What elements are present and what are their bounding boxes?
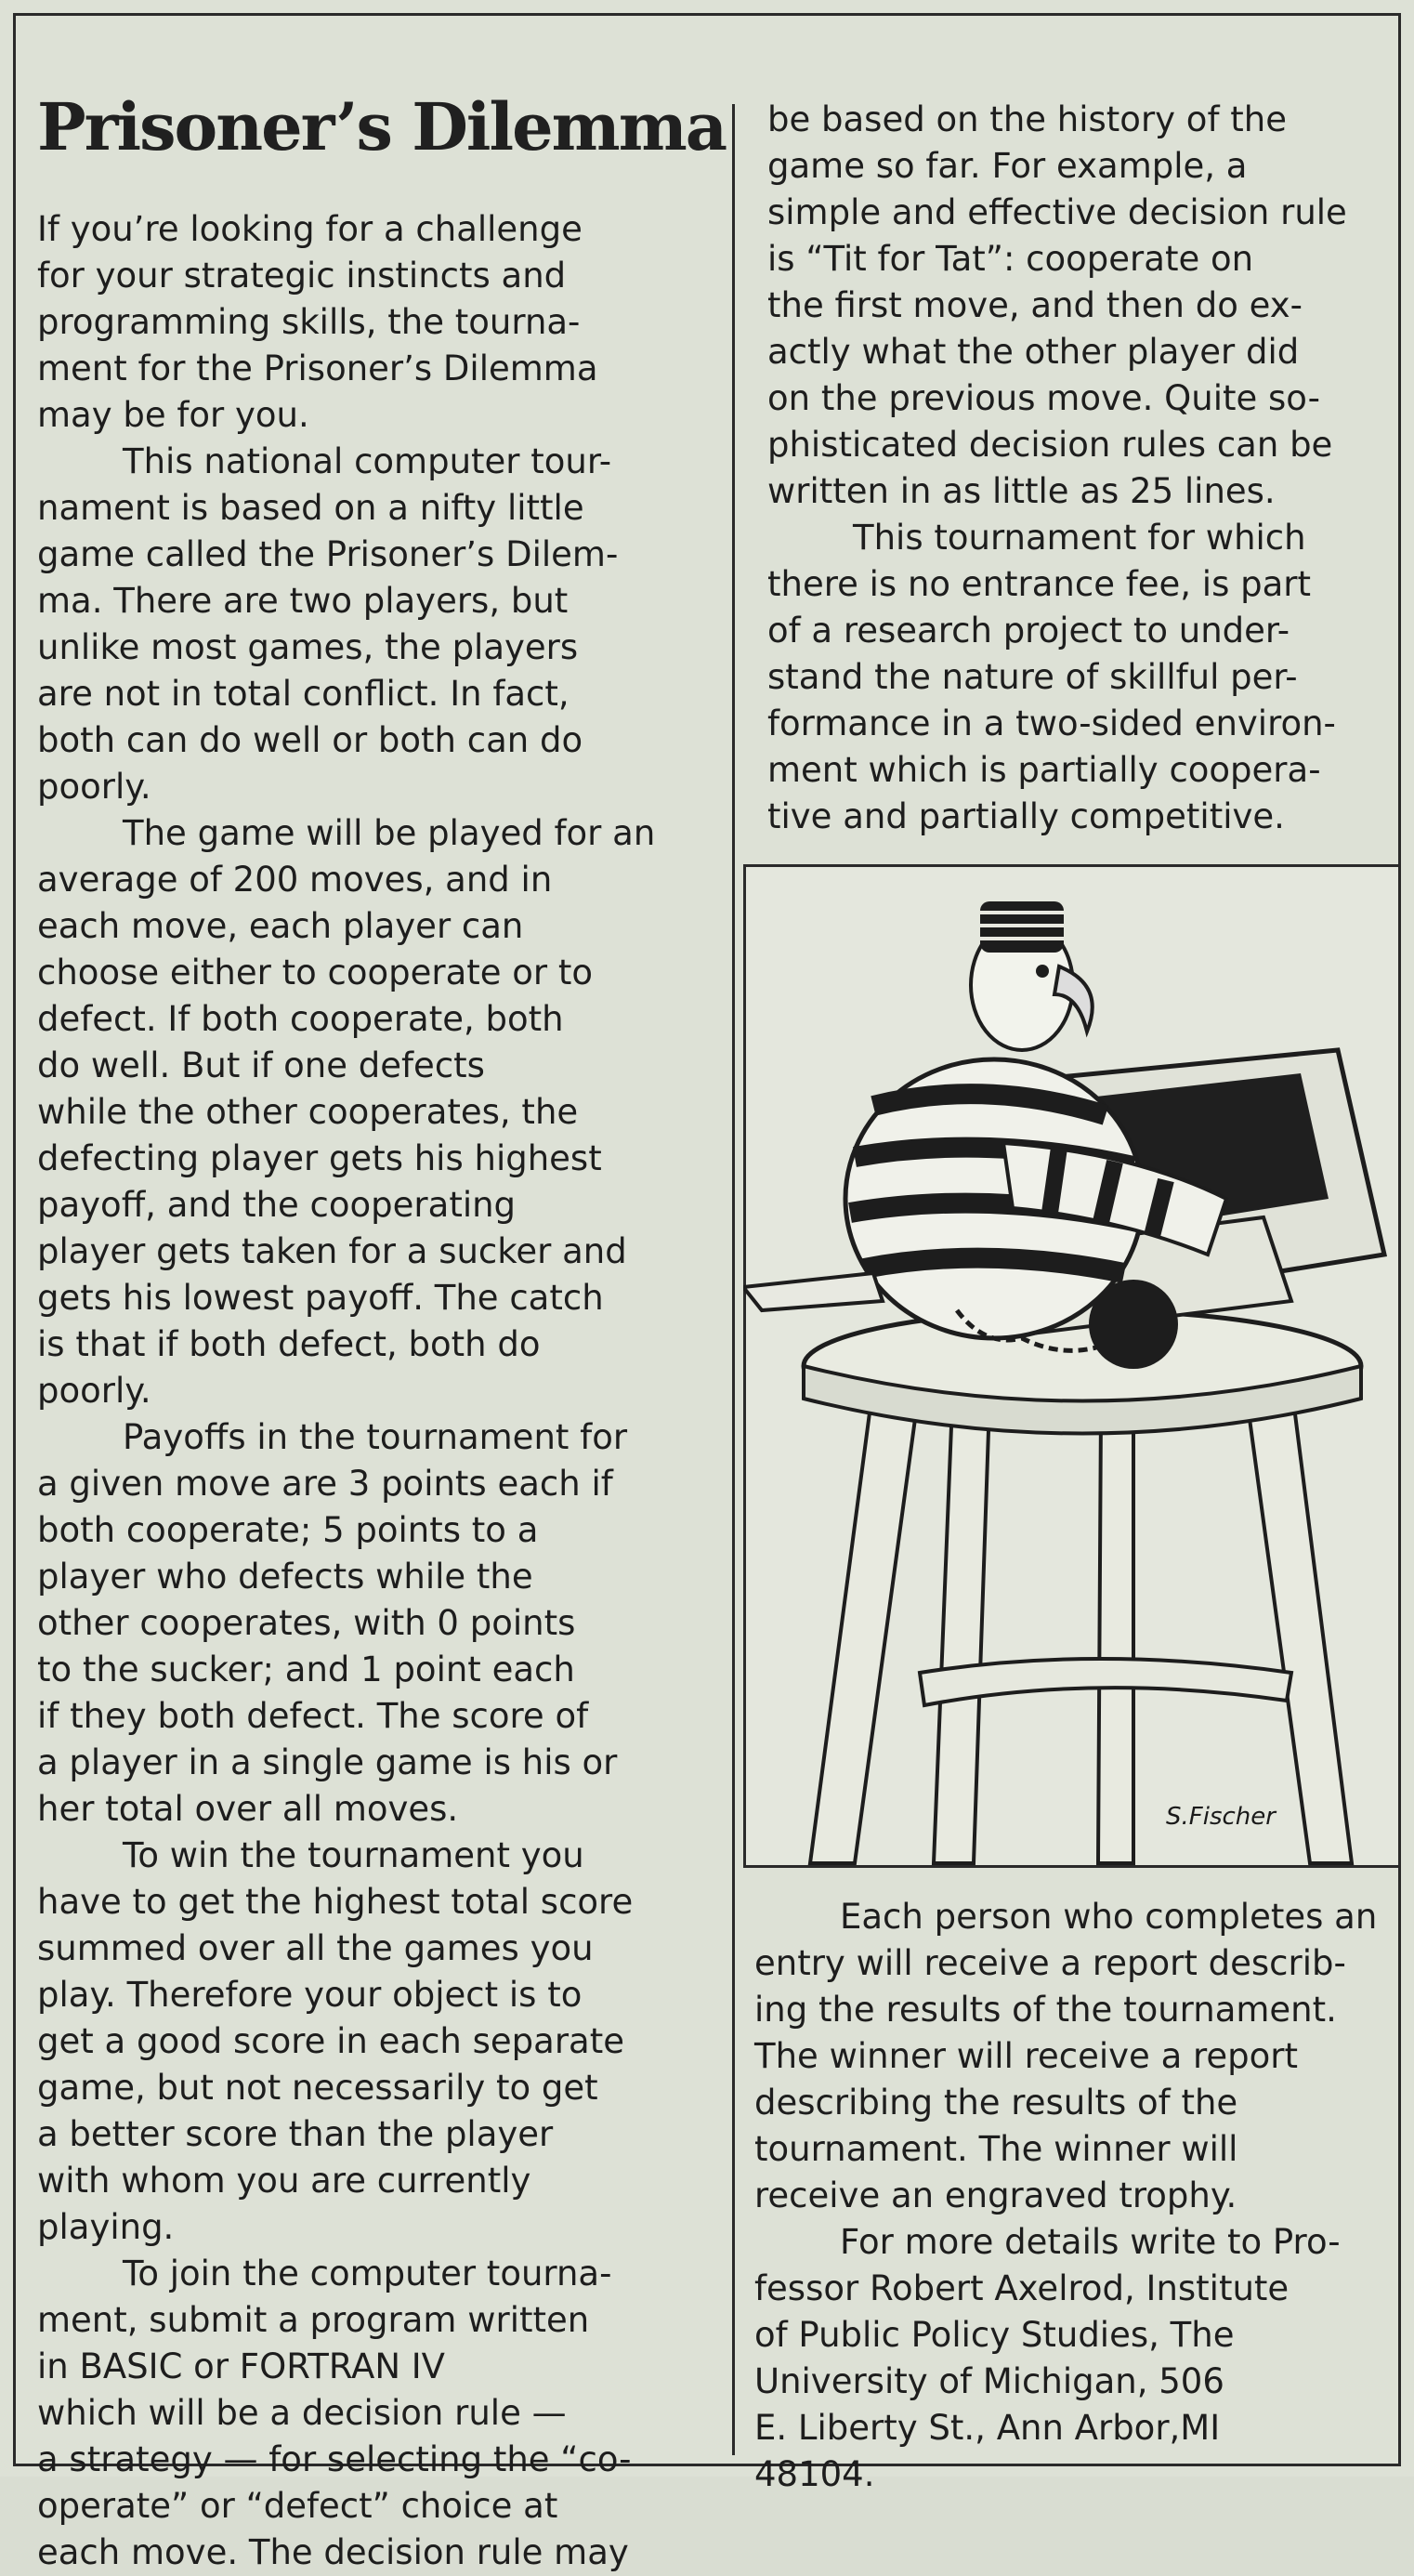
text-line: defecting player gets his highest (37, 1138, 602, 1178)
text-line: The game will be played for an (123, 813, 656, 853)
text-line: of a research project to under- (767, 611, 1290, 651)
text-line: defect. If both cooperate, both (37, 999, 564, 1039)
text-line: To win the tournament you (123, 1835, 584, 1875)
text-line: game called the Prisoner’s Dilem- (37, 534, 619, 574)
text-line: for your strategic instincts and (37, 256, 567, 296)
text-line: be based on the history of the (767, 99, 1287, 139)
paragraph (37, 439, 706, 810)
paragraph (754, 1894, 1382, 2219)
text-line: in BASIC or FORTRAN IV (37, 2346, 445, 2386)
text-line: other cooperates, with 0 points (37, 1603, 576, 1643)
text-line: operate” or “defect” choice at (37, 2486, 558, 2526)
text-line: each move. The decision rule may (37, 2532, 629, 2572)
text-line: phisticated decision rules can be (767, 425, 1333, 465)
text-line: If you’re looking for a challenge (37, 209, 583, 249)
text-line: gets his lowest payoff. The catch (37, 1278, 604, 1318)
text-line: on the previous move. Quite so- (767, 378, 1320, 418)
stool-leg-back (934, 1403, 989, 1863)
text-line: if they both defect. The score of (37, 1696, 589, 1736)
right-column-bottom (754, 1894, 1382, 2498)
text-line: 48104. (754, 2454, 875, 2494)
text-line: is that if both defect, both do (37, 1324, 541, 1364)
text-line: both can do well or both can do (37, 720, 583, 760)
paragraph (37, 810, 706, 1414)
text-line: average of 200 moves, and in (37, 860, 553, 900)
text-line: Payoffs in the tournament for (123, 1417, 628, 1457)
text-line: have to get the highest total score (37, 1882, 634, 1922)
text-line: poorly. (37, 1371, 151, 1411)
text-line: each move, each player can (37, 906, 524, 946)
text-line: payoff, and the cooperating (37, 1185, 517, 1225)
text-line: is “Tit for Tat”: cooperate on (767, 239, 1254, 279)
text-line: E. Liberty St., Ann Arbor,MI (754, 2408, 1221, 2448)
stool-leg-right (1245, 1385, 1352, 1863)
text-line: player gets taken for a sucker and (37, 1231, 627, 1271)
text-line: describing the results of the (754, 2083, 1238, 2123)
text-line: choose either to cooperate or to (37, 953, 594, 992)
text-line: ment which is partially coopera- (767, 750, 1321, 790)
text-line: The winner will receive a report (754, 2036, 1299, 2076)
text-line: game so far. For example, a (767, 146, 1248, 186)
text-line: are not in total conflict. In fact, (37, 674, 570, 714)
text-line: poorly. (37, 767, 151, 807)
text-line: her total over all moves. (37, 1789, 459, 1829)
text-line: fessor Robert Axelrod, Institute (754, 2268, 1290, 2308)
paragraph (767, 97, 1395, 515)
illustration-drawing (743, 864, 1401, 1868)
text-line: while the other cooperates, the (37, 1092, 579, 1132)
text-line: unlike most games, the players (37, 627, 579, 667)
text-line: get a good score in each separate (37, 2021, 624, 2061)
text-line: ing the results of the tournament. (754, 1990, 1337, 2030)
text-line: programming skills, the tourna- (37, 302, 581, 342)
text-line: there is no entrance fee, is part (767, 564, 1312, 604)
text-line: a given move are 3 points each if (37, 1464, 613, 1504)
text-line: with whom you are currently (37, 2161, 531, 2201)
paragraph (37, 2251, 706, 2576)
iron-ball (1089, 1280, 1178, 1369)
text-line: This national computer tour- (123, 441, 612, 481)
text-line: nament is based on a nifty little (37, 488, 584, 528)
artist-signature: S.Fischer (1166, 1803, 1276, 1831)
stool-leg-left (810, 1385, 920, 1863)
text-line: the first move, and then do ex- (767, 285, 1303, 325)
text-line: entry will receive a report describ- (754, 1943, 1346, 1983)
text-line: Each person who completes an (840, 1897, 1378, 1937)
text-line: formance in a two-sided environ- (767, 703, 1336, 743)
stool-leg-middle (1098, 1413, 1133, 1863)
paragraph (37, 1833, 706, 2251)
right-column-top (767, 97, 1395, 840)
text-line: playing. (37, 2207, 175, 2247)
paragraph (767, 515, 1395, 840)
text-line: summed over all the games you (37, 1928, 594, 1968)
text-line: stand the nature of skillful per- (767, 657, 1298, 697)
paragraph (37, 1414, 706, 1833)
text-line: may be for you. (37, 395, 309, 435)
text-line: ma. There are two players, but (37, 581, 569, 621)
text-line: This tournament for which (853, 518, 1306, 558)
text-line: do well. But if one defects (37, 1045, 485, 1085)
text-line: of Public Policy Studies, The (754, 2315, 1235, 2355)
article-title: Prisoner’s Dilemma (37, 88, 727, 165)
text-line: For more details write to Pro- (840, 2222, 1341, 2262)
text-line: ment for the Prisoner’s Dilemma (37, 348, 598, 388)
text-line: a better score than the player (37, 2114, 554, 2154)
text-line: University of Michigan, 506 (754, 2361, 1224, 2401)
text-line: which will be a decision rule — (37, 2393, 567, 2433)
paragraph (754, 2219, 1382, 2498)
text-line: actly what the other player did (767, 332, 1300, 372)
text-line: play. Therefore your object is to (37, 1975, 583, 2015)
text-line: ment, submit a program written (37, 2300, 590, 2340)
text-line: receive an engraved trophy. (754, 2175, 1237, 2215)
text-line: tournament. The winner will (754, 2129, 1238, 2169)
text-line: simple and effective decision rule (767, 192, 1347, 232)
text-line: to the sucker; and 1 point each (37, 1649, 575, 1689)
text-line: To join the computer tourna- (123, 2254, 612, 2293)
bird-tail (743, 1273, 883, 1310)
text-line: player who defects while the (37, 1557, 533, 1597)
paragraph (37, 206, 706, 439)
text-line: game, but not necessarily to get (37, 2068, 598, 2108)
text-line: tive and partially competitive. (767, 796, 1285, 836)
text-line: a strategy — for selecting the “co- (37, 2439, 632, 2479)
text-line: written in as little as 25 lines. (767, 471, 1276, 511)
text-line: both cooperate; 5 points to a (37, 1510, 539, 1550)
column-divider (732, 104, 735, 2455)
left-column (37, 206, 706, 2576)
prisoner-bird-illustration (743, 864, 1401, 1868)
text-line: a player in a single game is his or (37, 1742, 618, 1782)
